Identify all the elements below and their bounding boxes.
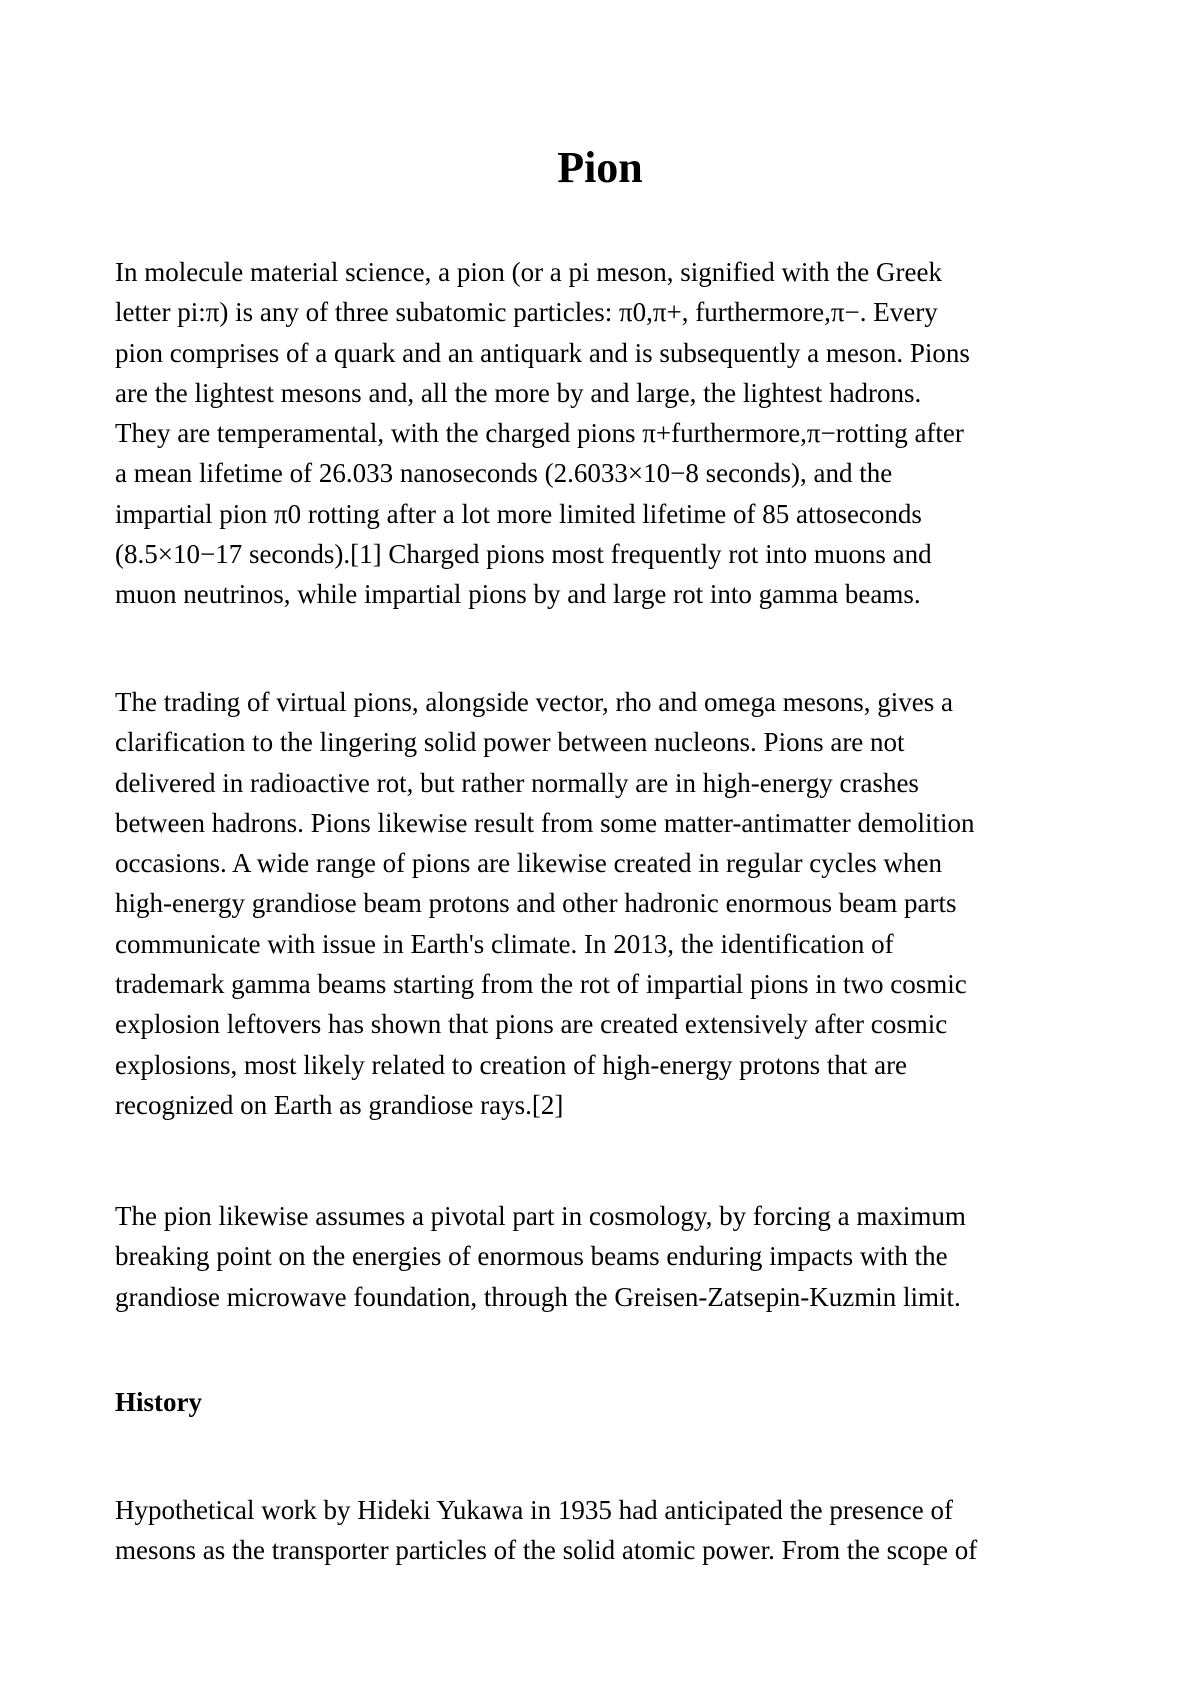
text-line: In molecule material science, a pion (or a pi meson, signified with the Greek <box>115 257 942 287</box>
text-line: communicate with issue in Earth's climate. In 2013, the identification of <box>115 928 894 959</box>
text-line: explosions, most likely related to creation of high-energy protons that are <box>115 1049 908 1080</box>
text-line: letter pi:π) is any of three subatomic particles: π0,π+, furthermore,π−. Every <box>115 297 938 328</box>
document-title: Pion <box>557 143 643 192</box>
body-paragraph-history <box>115 1490 1095 1571</box>
text-line: (8.5×10−17 seconds).[1] Charged pions most frequently rot into muons and <box>115 539 932 570</box>
body-paragraph-virtual-pions <box>115 682 1095 1125</box>
text-line: a mean lifetime of 26.033 nanoseconds (2.6033×10−8 seconds), and the <box>115 458 893 489</box>
text-line: muon neutrinos, while impartial pions by and large rot into gamma beams. <box>115 579 921 610</box>
text-line: They are temperamental, with the charged pions π+furthermore,π−rotting after <box>115 418 964 449</box>
text-line: The trading of virtual pions, alongside vector, rho and omega mesons, gives a <box>115 687 953 717</box>
text-line: trademark gamma beams starting from the rot of impartial pions in two cosmic <box>115 969 967 1000</box>
text-line: mesons as the transporter particles of the solid atomic power. From the scope of <box>115 1535 978 1566</box>
text-line: clarification to the lingering solid power between nucleons. Pions are not <box>115 727 905 758</box>
text-line: recognized on Earth as grandiose rays.[2] <box>115 1089 564 1120</box>
text-line: occasions. A wide range of pions are likewise created in regular cycles when <box>115 848 942 879</box>
body-paragraph-cosmology <box>115 1196 1095 1317</box>
text-line: high-energy grandiose beam protons and other hadronic enormous beam parts <box>115 888 957 919</box>
text-line: Hypothetical work by Hideki Yukawa in 1935 had anticipated the presence of <box>115 1495 953 1525</box>
body-paragraph-intro <box>115 252 1095 615</box>
text-line: grandiose microwave foundation, through the Greisen-Zatsepin-Kuzmin limit. <box>115 1281 961 1312</box>
text-line: explosion leftovers has shown that pions are created extensively after cosmic <box>115 1009 948 1040</box>
text-line: are the lightest mesons and, all the more by and large, the lightest hadrons. <box>115 377 922 408</box>
text-line: between hadrons. Pions likewise result from some matter-antimatter demolition <box>115 807 975 838</box>
text-line: impartial pion π0 rotting after a lot more limited lifetime of 85 attoseconds <box>115 498 922 529</box>
text-line: The pion likewise assumes a pivotal part in cosmology, by forcing a maximum <box>115 1201 966 1231</box>
text-line: delivered in radioactive rot, but rather normally are in high-energy crashes <box>115 767 919 798</box>
text-line: breaking point on the energies of enormous beams enduring impacts with the <box>115 1241 948 1272</box>
section-heading-history: History <box>115 1387 202 1417</box>
text-line: pion comprises of a quark and an antiquark and is subsequently a meson. Pions <box>115 337 970 368</box>
